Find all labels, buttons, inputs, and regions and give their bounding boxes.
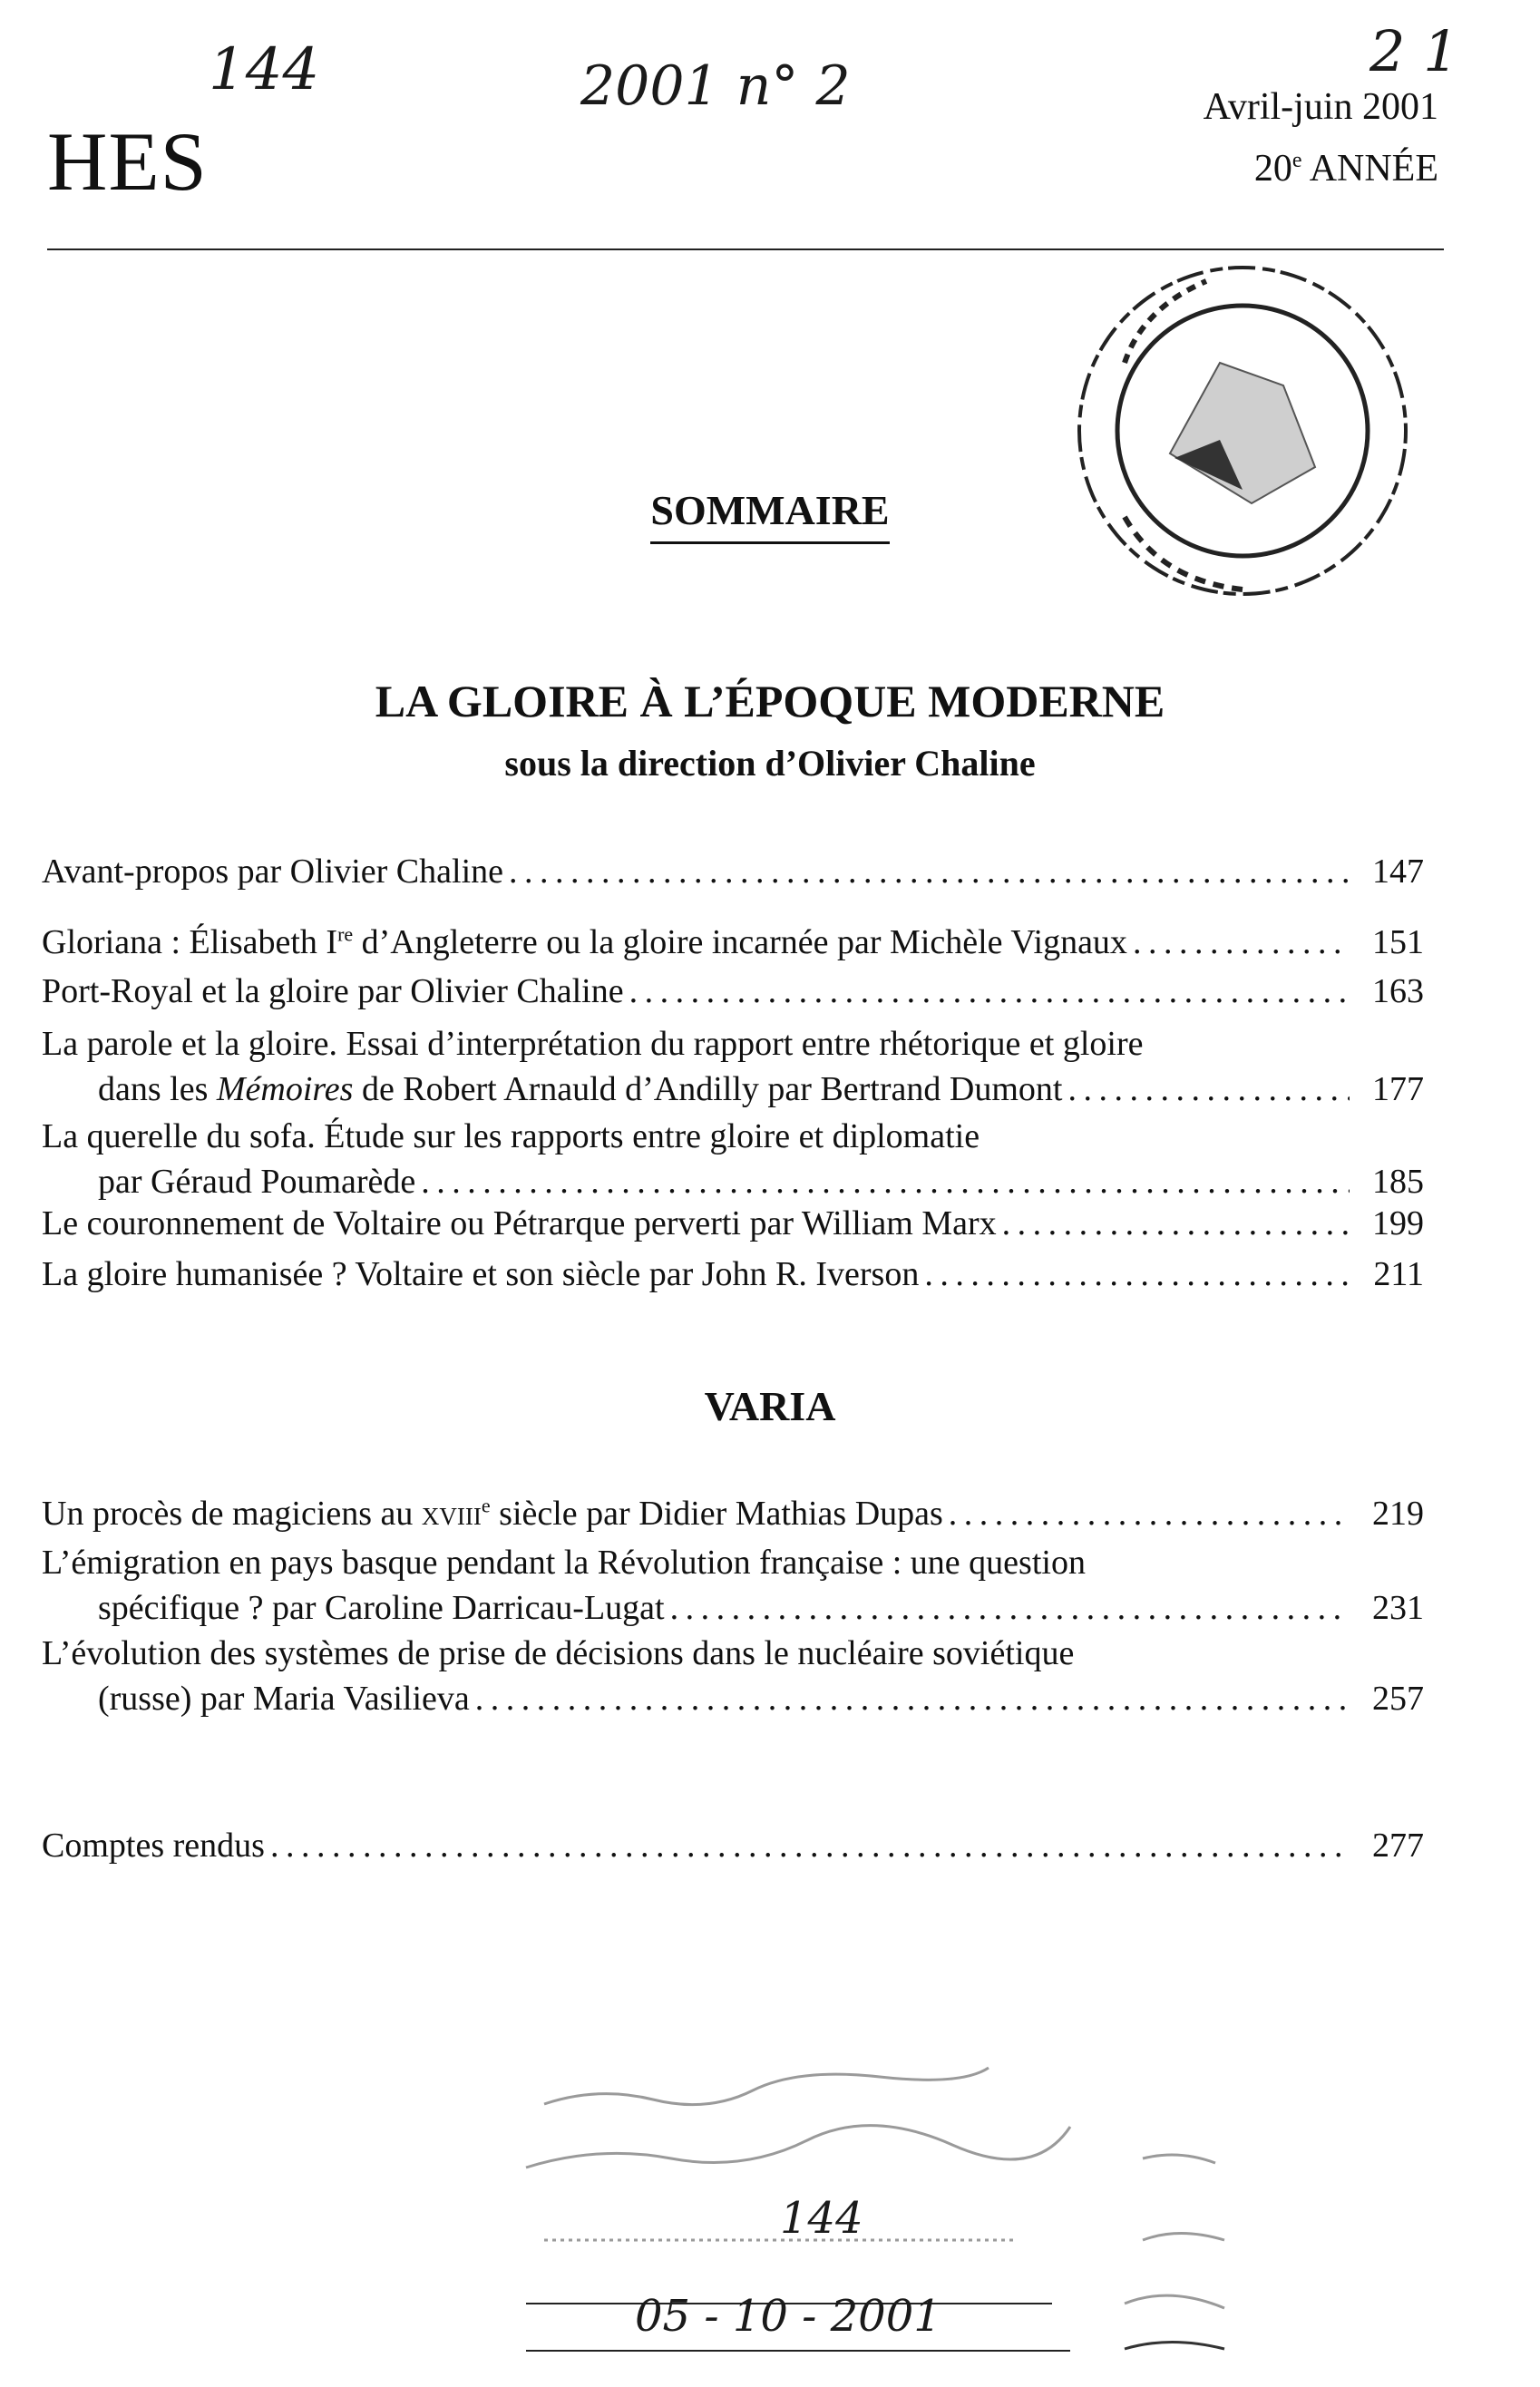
toc-entry: Avant-propos par Olivier Chaline . . . 147: [42, 849, 1424, 894]
year-superscript: e: [1291, 149, 1302, 172]
journal-title: HES: [47, 115, 208, 208]
handwritten-year-issue: 2001 n° 2: [580, 54, 851, 118]
toc-entry: Un procès de magiciens au xviii$^e$ siècle par Didier Mathias Dupas . . . 219: [42, 1491, 1424, 1536]
handwritten-number: 144: [209, 36, 320, 103]
issue-year: [1254, 145, 1438, 192]
toc-entry: La gloire humanisée ? Voltaire et son siècle par John R. Iverson . . . 211: [42, 1252, 1424, 1297]
page-number: 151: [1372, 923, 1424, 961]
theme-title: LA GLOIRE À L’ÉPOQUE MODERNE: [375, 676, 1165, 726]
library-seal-stamp: [1025, 227, 1442, 626]
page-number: 219: [1372, 1495, 1424, 1533]
issue-date: Avril-juin 2001: [1203, 86, 1438, 128]
page-number: 211: [1373, 1255, 1424, 1293]
toc-entry: La querelle du sofa. Étude sur les rapports entre gloire et diplomatie par Géraud Poumarède . . . 185: [42, 1114, 1424, 1204]
toc-entry: Gloriana : Élisabeth Ire d’Angleterre ou la gloire incarnée par Michèle Vignaux . . . 151: [42, 920, 1424, 965]
page-number: 177: [1372, 1070, 1424, 1108]
page-number: 257: [1372, 1680, 1424, 1718]
sommaire-heading: SOMMAIRE: [0, 486, 1540, 544]
year-number: 20: [1253, 148, 1292, 190]
toc-entry: Comptes rendus . . . 277: [42, 1823, 1424, 1868]
page-number: 277: [1372, 1827, 1424, 1865]
registration-number: 144: [780, 2193, 863, 2244]
registration-date: 05 - 10 - 2001: [635, 2291, 941, 2342]
toc-entry: La parole et la gloire. Essai d’interprétation du rapport entre rhétorique et gloire dans les Mémoires de Robert Arnauld d’Andilly par Bertrand Dumont . . . 177: [42, 1021, 1424, 1112]
page-number: 231: [1372, 1589, 1424, 1627]
varia-heading: VARIA: [704, 1383, 836, 1429]
page-number: 163: [1372, 972, 1424, 1010]
toc-entry: L’évolution des systèmes de prise de décisions dans le nucléaire soviétique (russe) par Maria Vasilieva . . . 257: [42, 1631, 1424, 1721]
handwritten-code: 2 1: [1369, 18, 1459, 84]
page-number: 147: [1372, 852, 1424, 891]
year-label: ANNÉE: [1309, 148, 1438, 190]
page-number: 199: [1372, 1204, 1424, 1242]
theme-subtitle: sous la direction d’Olivier Chaline: [504, 743, 1036, 784]
page-number: 185: [1372, 1163, 1424, 1201]
toc-entry: Port-Royal et la gloire par Olivier Chaline . . . 163: [42, 969, 1424, 1014]
toc-entry: L’émigration en pays basque pendant la Révolution française : une question spécifique ? par Caroline Darricau-Lugat . . . 231: [42, 1540, 1424, 1631]
toc-entry: Le couronnement de Voltaire ou Pétrarque perverti par William Marx . . . 199: [42, 1201, 1424, 1246]
